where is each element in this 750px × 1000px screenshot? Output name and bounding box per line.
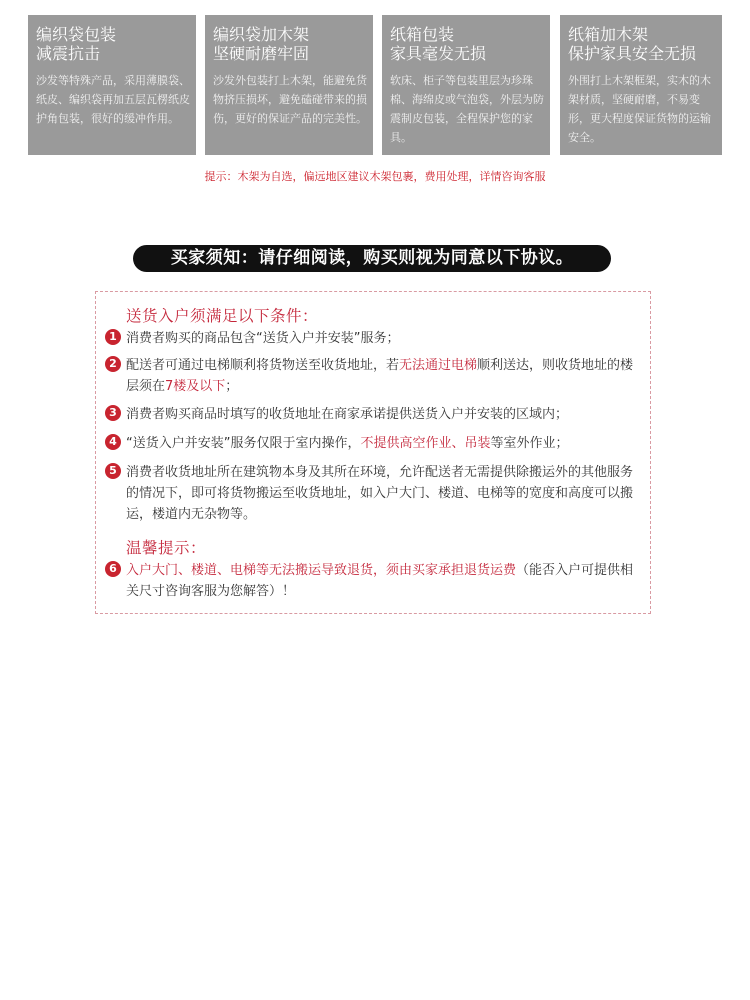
packaging-card-carton xyxy=(382,15,550,155)
condition-item-1: 1 消费者购买的商品包含“送货入户并安装”服务； xyxy=(105,328,645,349)
condition-item-5: 5 消费者收货地址所在建筑物本身及其所在环境，允许配送者无需提供除搬运外的其他服务的情况下，即可将货物搬运至收货地址，如入户大门、楼道、电梯等的宽度和高度可以搬运，楼道内无杂物等。 xyxy=(105,462,645,525)
delivery-conditions-box xyxy=(95,291,651,614)
number-badge: 3 xyxy=(105,405,121,421)
packaging-card-woven-bag-wood-frame xyxy=(205,15,373,155)
packaging-card-woven-bag xyxy=(28,15,196,155)
condition-item-3: 3 消费者购买商品时填写的收货地址在商家承诺提供送货入户并安装的区域内； xyxy=(105,404,645,425)
number-badge: 2 xyxy=(105,356,121,372)
card-title: 编织袋包装 减震抗击 xyxy=(36,25,117,63)
condition-item-6: 6 入户大门、楼道、电梯等无法搬运导致退货，须由买家承担退货运费（能否入户可提供相关尺寸咨询客服为您解答）！ xyxy=(105,560,645,602)
card-description: 软床、柜子等包装里层为珍珠棉、海绵皮或气泡袋，外层为防震制皮包装，全程保护您的家具。 xyxy=(390,74,544,144)
conditions-heading: 送货入户须满足以下条件： xyxy=(126,307,319,325)
warm-tips-heading: 温馨提示： xyxy=(126,539,207,557)
card-title: 纸箱包装 家具毫发无损 xyxy=(390,25,487,63)
packaging-cards xyxy=(28,15,722,155)
number-badge: 6 xyxy=(105,561,121,577)
card-description: 沙发等特殊产品，采用薄膜袋、纸皮、编织袋再加五层瓦楞纸皮护角包装，很好的缓冲作用。 xyxy=(36,74,190,125)
number-badge: 1 xyxy=(105,329,121,345)
number-badge: 5 xyxy=(105,463,121,479)
card-title: 纸箱加木架 保护家具安全无损 xyxy=(568,25,697,63)
card-description: 沙发外包装打上木架，能避免货物挤压损坏，避免磕碰带来的损伤，更好的保证产品的完美性。 xyxy=(213,74,367,125)
packaging-card-carton-wood-frame xyxy=(560,15,722,155)
condition-item-4: 4 “送货入户并安装”服务仅限于室内操作，不提供高空作业、吊装等室外作业； xyxy=(105,433,645,454)
number-badge: 4 xyxy=(105,434,121,450)
card-title: 编织袋加木架 坚硬耐磨牢固 xyxy=(213,25,310,63)
wood-frame-tip: 提示：木架为自选，偏远地区建议木架包裹，费用处理，详情咨询客服 xyxy=(204,170,546,183)
buyer-notice-banner: 买家须知：请仔细阅读，购买则视为同意以下协议。 xyxy=(133,245,611,272)
card-description: 外围打上木架框架，实木的木架材质，坚硬耐磨，不易变形，更大程度保证货物的运输安全。 xyxy=(568,74,711,144)
condition-item-2: 2 配送者可通过电梯顺利将货物送至收货地址，若无法通过电梯顺利送达，则收货地址的楼层须在7楼及以下； xyxy=(105,355,645,397)
